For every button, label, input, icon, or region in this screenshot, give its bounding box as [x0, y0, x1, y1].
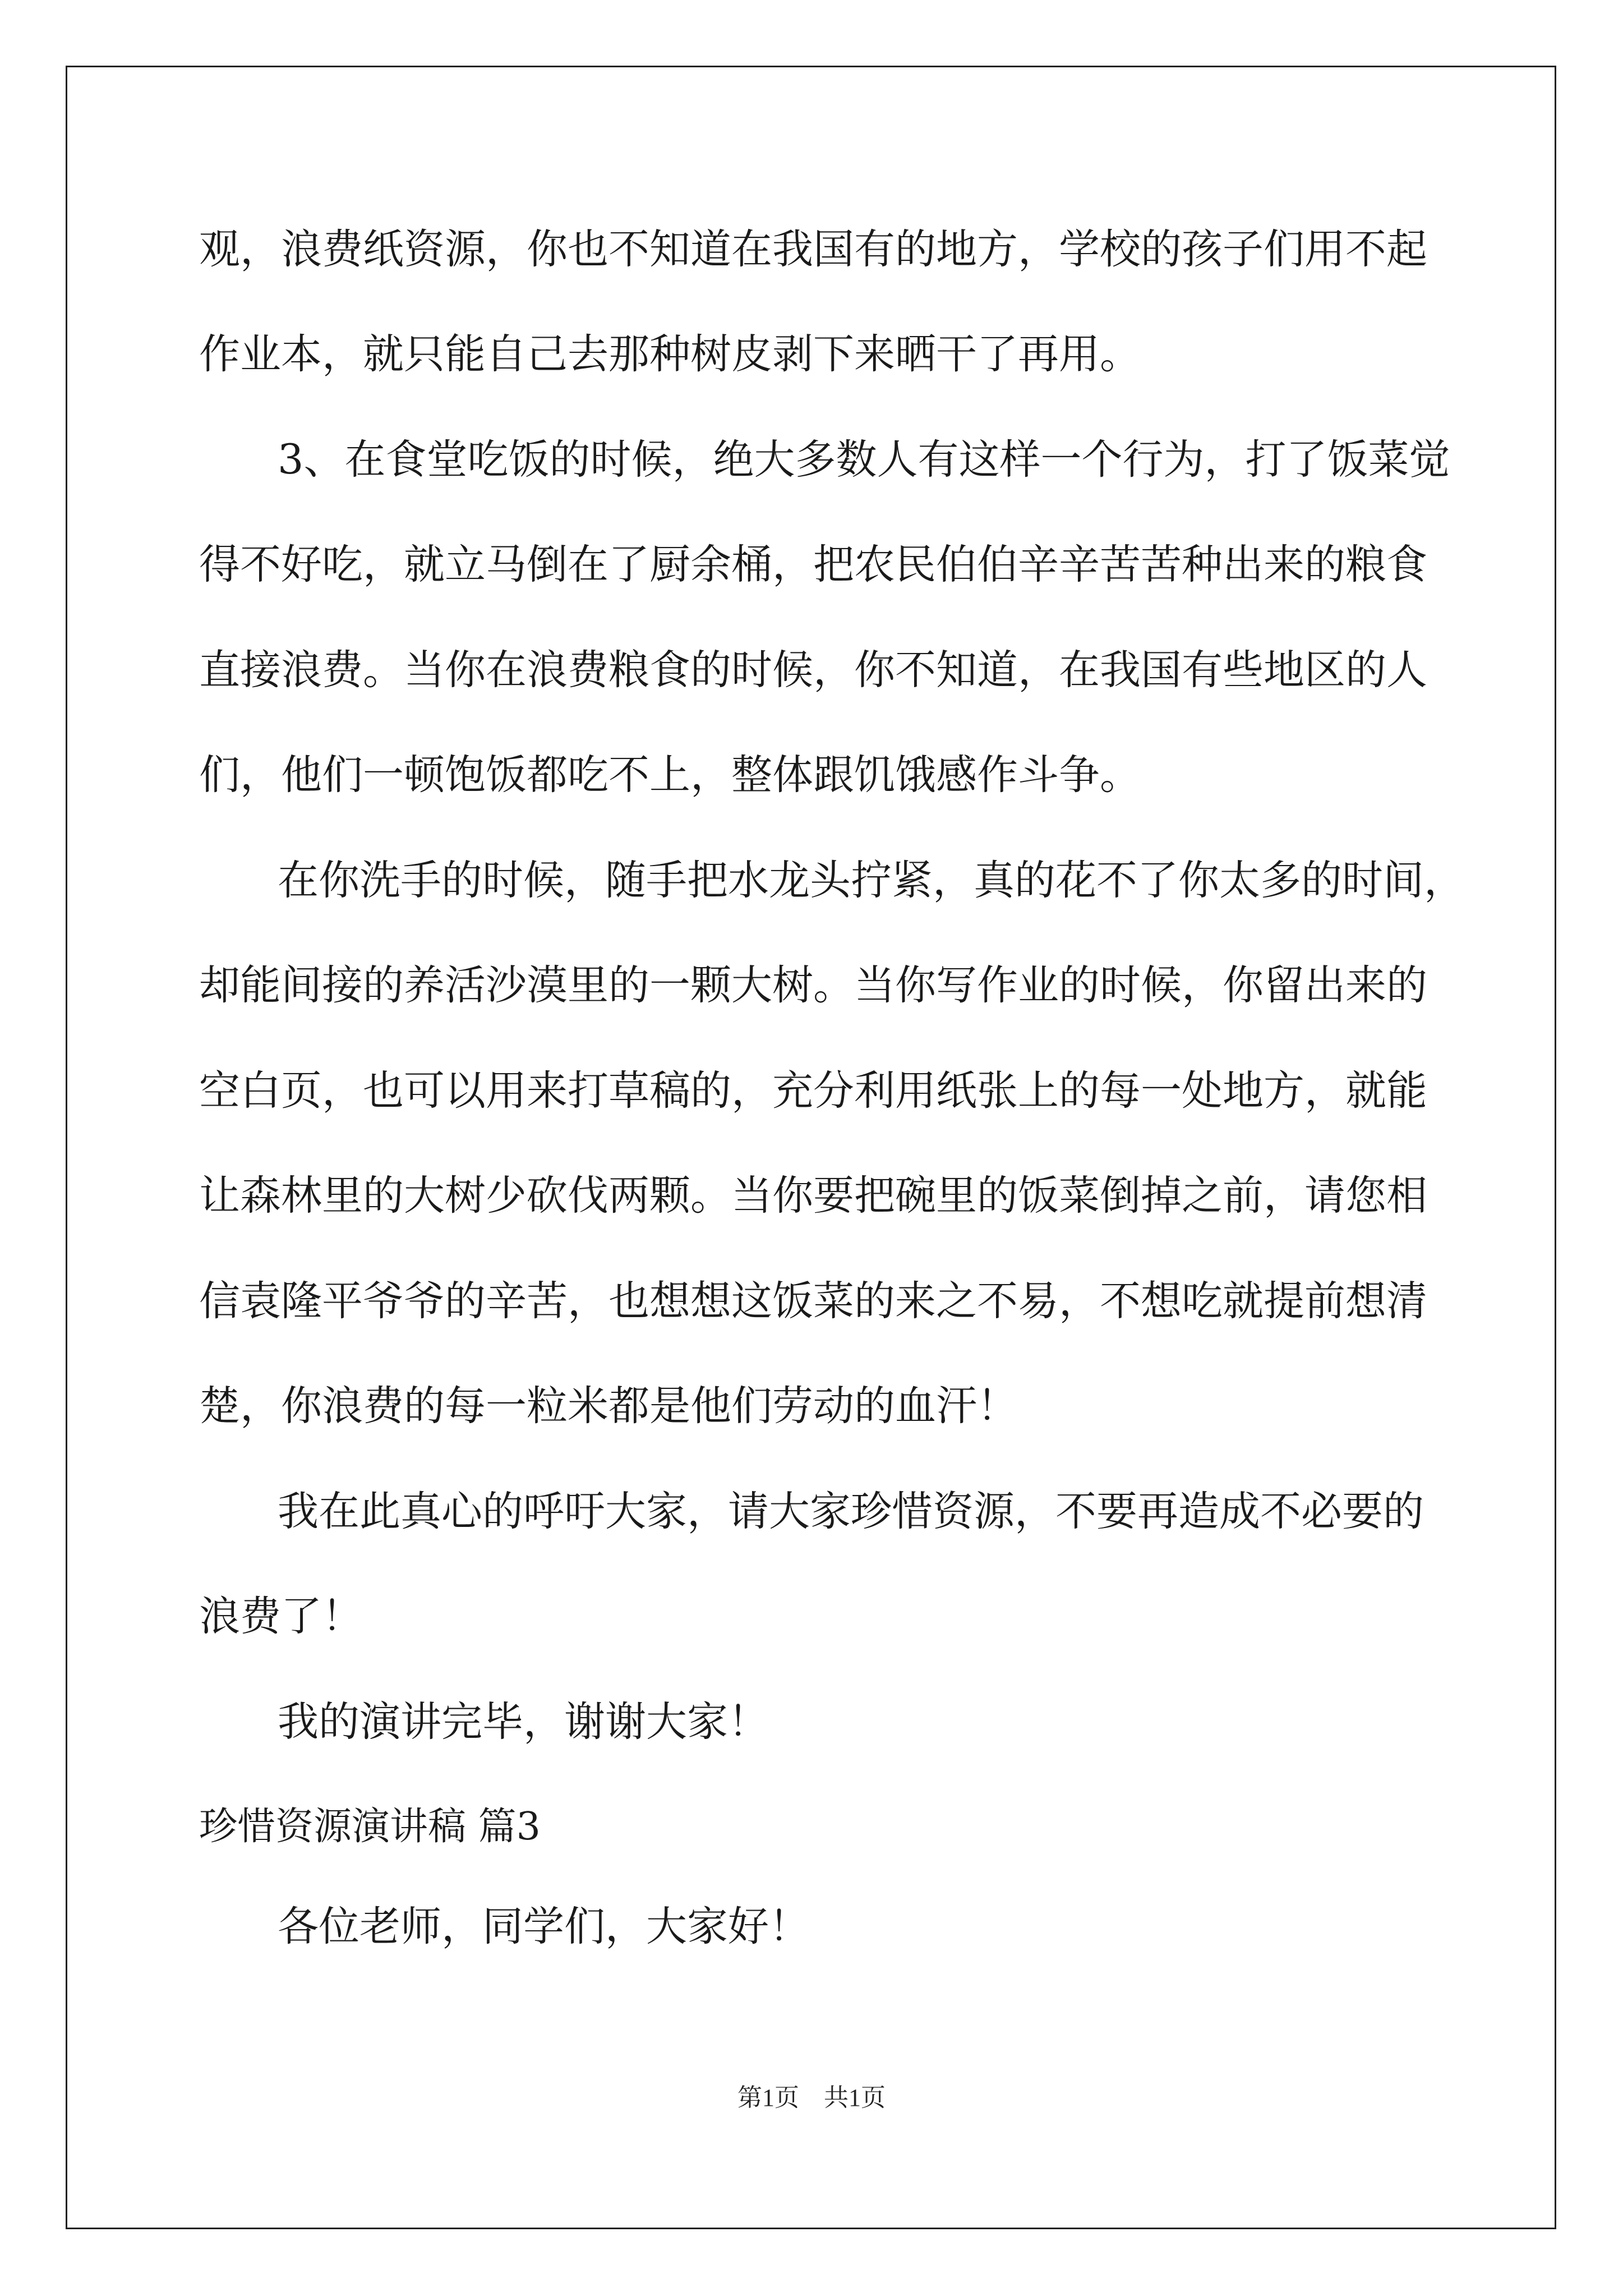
text-line: 却能间接的养活沙漠里的一颗大树。当你写作业的时候，你留出来的 [199, 961, 1427, 1009]
paragraph-start: 在你洗手的时候，随手把水龙头拧紧，真的花不了你太多的时间， [278, 857, 1465, 904]
page-footer: 第1页 共1页 [737, 2084, 886, 2111]
section-heading: 珍惜资源演讲稿 篇3 [199, 1805, 541, 1849]
text-line: 信袁隆平爷爷的辛苦，也想想这饭菜的来之不易，不想吃就提前想清 [199, 1277, 1427, 1325]
text-line: 浪费了！ [199, 1593, 363, 1640]
paragraph-start: 我在此真心的呼吁大家，请大家珍惜资源，不要再造成不必要的 [278, 1488, 1424, 1535]
paragraph-start: 各位老师，同学们，大家好！ [278, 1903, 810, 1950]
paragraph-start: 3、在食堂吃饭的时候，绝大多数人有这样一个行为，打了饭菜觉 [278, 436, 1450, 484]
paragraph-start: 我的演讲完毕，谢谢大家！ [278, 1698, 769, 1746]
text-line: 们，他们一顿饱饭都吃不上，整体跟饥饿感作斗争。 [199, 751, 1141, 799]
text-line: 得不好吃，就立马倒在了厨余桶，把农民伯伯辛辛苦苦种出来的粮食 [199, 541, 1427, 588]
text-line: 直接浪费。当你在浪费粮食的时候，你不知道，在我国有些地区的人 [199, 646, 1427, 694]
text-line: 作业本，就只能自己去那种树皮剥下来晒干了再用。 [199, 330, 1141, 378]
text-line: 空白页，也可以用来打草稿的，充分利用纸张上的每一处地方，就能 [199, 1067, 1427, 1115]
text-line: 观，浪费纸资源，你也不知道在我国有的地方，学校的孩子们用不起 [199, 226, 1427, 273]
text-line: 让森林里的大树少砍伐两颗。当你要把碗里的饭菜倒掉之前，请您相 [199, 1172, 1427, 1220]
text-line: 楚，你浪费的每一粒米都是他们劳动的血汗！ [199, 1382, 1018, 1430]
